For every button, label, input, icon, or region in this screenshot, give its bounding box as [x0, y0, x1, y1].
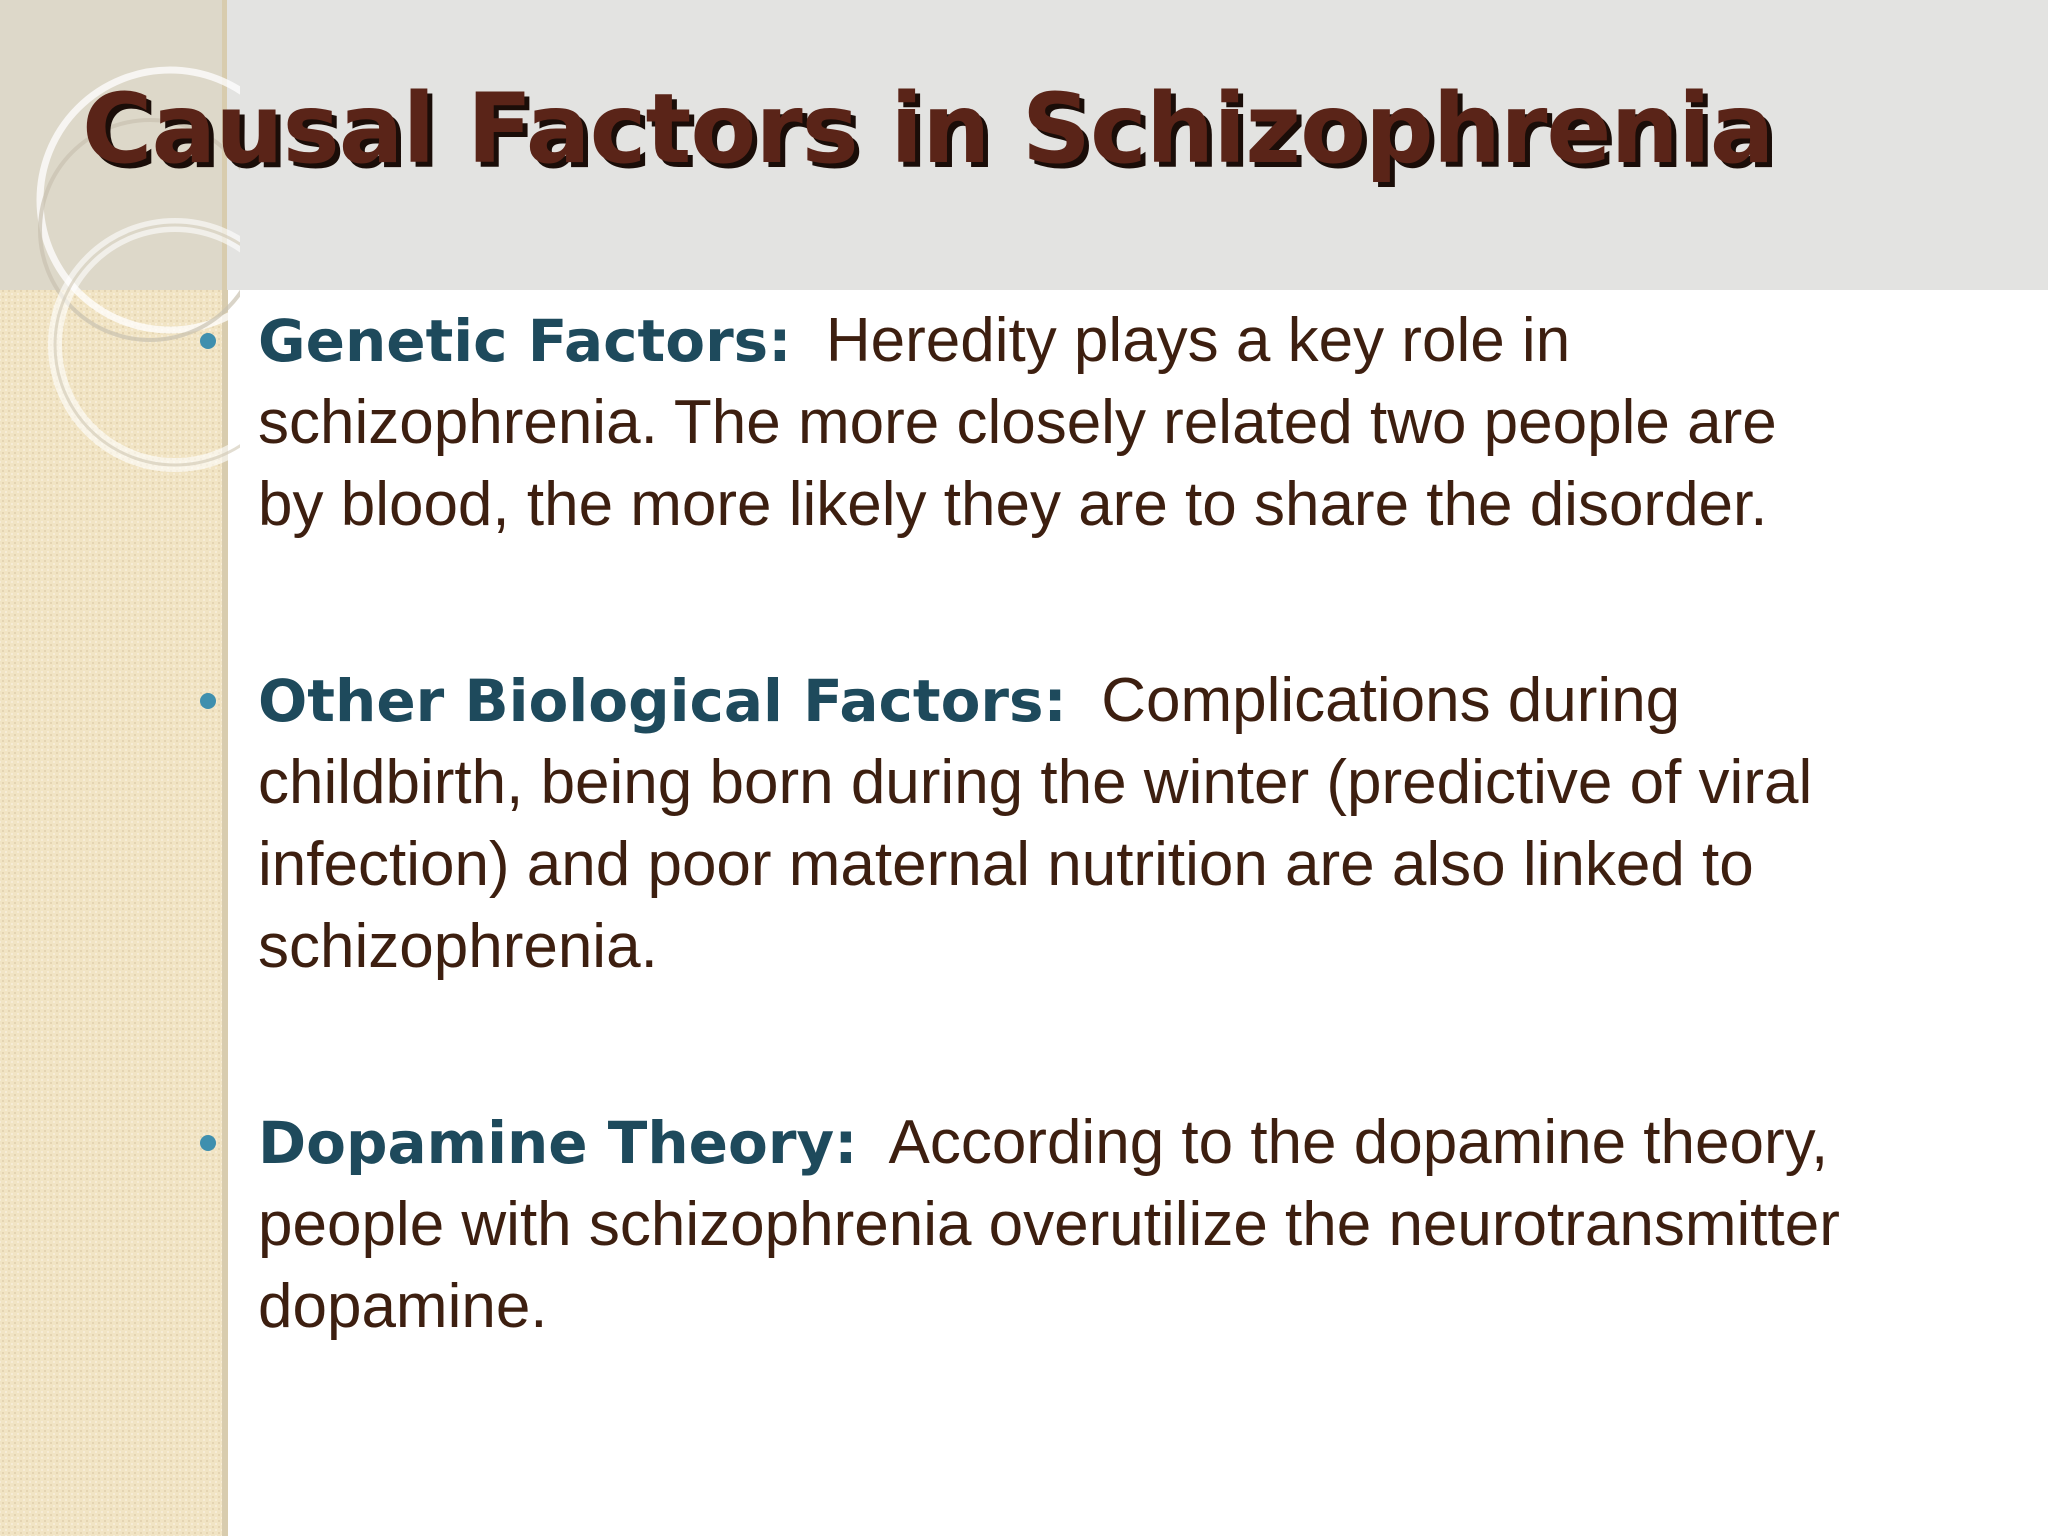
bullet-term: Other Biological Factors:	[258, 667, 1067, 735]
bullet-icon	[200, 1135, 216, 1151]
bullet-term: Genetic Factors:	[258, 307, 792, 375]
page-title: Causal Factors in Schizophrenia	[82, 73, 1774, 185]
bullet-item-other-biological-factors	[258, 660, 1858, 988]
bullet-item-genetic-factors	[258, 300, 1858, 546]
bullet-text: According to the dopamine theory, people with schizophrenia overutilize the neurotransmitter dopamine.	[258, 1108, 1840, 1341]
bullet-text: Complications during childbirth, being born during the winter (predictive of viral infection) and poor maternal nutrition are also linked to schizophrenia.	[258, 666, 1813, 981]
bullet-item-dopamine-theory	[258, 1102, 1858, 1348]
bullet-list	[258, 300, 1858, 1348]
bullet-term: Dopamine Theory:	[258, 1109, 858, 1177]
bullet-icon	[200, 333, 216, 349]
bullet-text: Heredity plays a key role in schizophrenia. The more closely related two people are by blood, the more likely they are to share the disorder.	[258, 306, 1777, 539]
bullet-icon	[200, 693, 216, 709]
